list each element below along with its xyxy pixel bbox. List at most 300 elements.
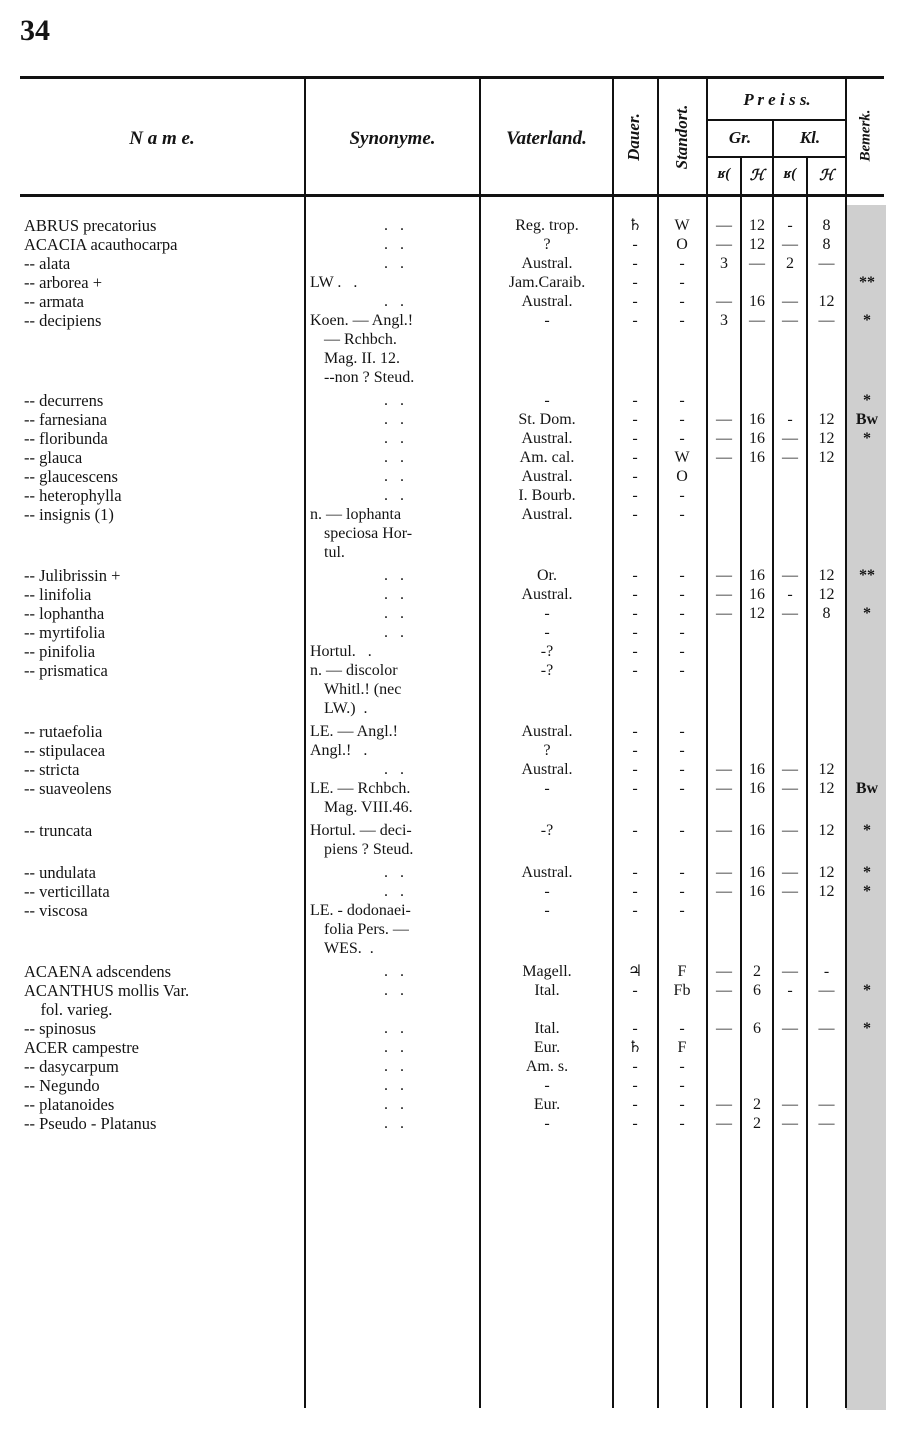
cell-dauer: - [632, 411, 638, 428]
cell-syn: . . [384, 392, 404, 409]
header-name: N a m e. [129, 128, 195, 149]
col-line-stand [706, 78, 708, 1408]
cell-stand: O [676, 468, 688, 485]
cell-vat: - [544, 1077, 550, 1094]
cell-vat: -? [540, 822, 554, 839]
cell-vat: - [544, 605, 550, 622]
cell-kl1: - [787, 982, 793, 999]
cell-gr1: 3 [720, 312, 728, 329]
cell-stand: - [679, 1020, 685, 1037]
cell-gr2: 16 [749, 293, 765, 310]
cell-syn: . . [384, 605, 404, 622]
cell-syn: LE. - dodonaei- [310, 902, 411, 919]
cell-vat: - [544, 392, 550, 409]
cell-stand: - [679, 1115, 685, 1132]
cell-rem: * [863, 982, 871, 999]
cell-syn: . . [384, 1115, 404, 1132]
cell-rem: Bw [855, 411, 879, 428]
cell-name: -- linifolia [24, 585, 92, 604]
cell-kl2: 12 [818, 883, 835, 900]
cell-kl2: 12 [818, 430, 835, 447]
cell-gr2: — [749, 255, 765, 272]
cell-name: -- decurrens [24, 391, 104, 410]
cell-syn: . . [384, 1020, 404, 1037]
cell-name: -- spinosus [24, 1019, 96, 1038]
cell-stand: - [679, 274, 685, 291]
cell-gr2: 16 [749, 883, 765, 900]
cell-gr1: — [716, 293, 732, 310]
cell-kl2: 12 [818, 449, 835, 466]
cell-stand: - [679, 723, 685, 740]
cell-dauer: - [632, 449, 638, 466]
cell-vat: Eur. [533, 1039, 561, 1056]
cell-syn: speciosa Hor- [324, 525, 413, 542]
cell-stand: - [679, 780, 685, 797]
cell-kl1: — [782, 449, 798, 466]
cell-kl1: — [782, 1115, 798, 1132]
cell-dauer: - [632, 1115, 638, 1132]
cell-stand: - [679, 1096, 685, 1113]
cell-gr1: — [716, 761, 732, 778]
cell-dauer: - [632, 312, 638, 329]
cell-kl2: 12 [818, 864, 835, 881]
cell-kl1: — [782, 883, 798, 900]
cell-kl2: 12 [818, 567, 835, 584]
page-number: 34 [20, 14, 50, 47]
cell-gr2: 6 [753, 1020, 761, 1037]
header-gr: Gr. [728, 128, 752, 147]
cell-vat: ? [543, 236, 551, 253]
cell-kl2: 12 [818, 586, 835, 603]
cell-kl1: — [782, 761, 798, 778]
header-gr-sub1: ʁ( [717, 166, 731, 182]
cell-gr1: — [716, 1115, 732, 1132]
cell-rem: Bw [855, 780, 879, 797]
cell-kl2: 12 [818, 822, 835, 839]
cell-gr1: — [716, 605, 732, 622]
cell-stand: - [679, 902, 685, 919]
cell-vat: Austral. [521, 255, 573, 272]
cell-vat: Austral. [521, 468, 573, 485]
cell-stand: - [679, 1058, 685, 1075]
cell-kl2: — [818, 1115, 835, 1132]
cell-vat: St. Dom. [518, 411, 576, 428]
cell-gr1: — [716, 1020, 732, 1037]
cell-gr2: — [749, 312, 765, 329]
header-standort: Standort. [672, 104, 691, 170]
cell-kl2: — [818, 1020, 835, 1037]
cell-kl1: — [782, 1020, 798, 1037]
cell-gr1: — [716, 780, 732, 797]
cell-kl1: — [782, 1096, 798, 1113]
cell-stand: - [679, 487, 685, 504]
cell-name: -- Julibrissin + [24, 566, 121, 585]
cell-dauer: ♄ [627, 1039, 643, 1056]
cell-syn: Hortul. . [310, 643, 372, 660]
cell-kl1: — [782, 822, 798, 839]
cell-stand: Fb [673, 982, 691, 999]
cell-vat: Jam.Caraib. [508, 274, 586, 291]
cell-vat: Am. cal. [519, 449, 575, 466]
cell-dauer: - [632, 293, 638, 310]
cell-syn: LE. — Rchbch. [310, 780, 411, 797]
cell-dauer: - [632, 1058, 638, 1075]
header-kl-sub2: ℋ [819, 168, 834, 184]
cell-syn: . . [384, 468, 404, 485]
cell-rem: * [863, 430, 871, 447]
cell-dauer: - [632, 1020, 638, 1037]
cell-syn: . . [384, 567, 404, 584]
cell-dauer: - [632, 1077, 638, 1094]
cell-syn: . . [384, 411, 404, 428]
cell-vat: Austral. [521, 586, 573, 603]
cell-syn: Whitl.! (nec [324, 681, 402, 698]
cell-kl2: 8 [822, 236, 831, 253]
top-rule [20, 76, 884, 79]
cell-syn: . . [384, 236, 404, 253]
cell-rem: * [863, 605, 871, 622]
cell-gr1: — [716, 822, 732, 839]
cell-rem: * [863, 883, 871, 900]
cell-rem: ** [859, 567, 875, 584]
header-preiss: P r e i s s. [743, 90, 811, 109]
cell-name: -- dasycarpum [24, 1057, 119, 1076]
cell-vat: Ital. [534, 1020, 560, 1037]
cell-stand: F [677, 1039, 687, 1056]
cell-vat: Austral. [521, 506, 573, 523]
cell-dauer: - [632, 1096, 638, 1113]
cell-gr2: 16 [749, 449, 765, 466]
cell-name: -- Negundo [24, 1076, 100, 1095]
cell-syn: . . [384, 255, 404, 272]
cell-dauer: - [632, 902, 638, 919]
cell-rem: ** [859, 274, 875, 291]
cell-gr2: 16 [749, 430, 765, 447]
cell-name: -- floribunda [24, 429, 108, 448]
cell-vat: ? [543, 742, 551, 759]
cell-name: ACACIA acauthocarpa [24, 235, 178, 254]
cell-gr2: 12 [749, 605, 765, 622]
cell-stand: - [679, 883, 685, 900]
cell-dauer: - [632, 255, 638, 272]
cell-kl1: - [787, 217, 793, 234]
cell-gr2: 16 [749, 780, 765, 797]
cell-stand: W [674, 449, 690, 466]
cell-syn: . . [384, 430, 404, 447]
cell-syn: . . [384, 624, 404, 641]
cell-dauer: - [632, 624, 638, 641]
header-kl-sub1: ʁ( [783, 166, 797, 182]
cell-vat: Austral. [521, 293, 573, 310]
cell-gr2: 12 [749, 236, 765, 253]
cell-vat: Austral. [521, 864, 573, 881]
cell-stand: - [679, 392, 685, 409]
cell-kl1: — [782, 864, 798, 881]
cell-vat: Eur. [533, 1096, 561, 1113]
cell-gr1: — [716, 1096, 732, 1113]
cell-name: -- myrtifolia [24, 623, 106, 642]
cell-vat: Magell. [522, 963, 572, 980]
cell-vat: - [544, 902, 550, 919]
header-dauer: Dauer. [624, 113, 643, 161]
cell-gr2: 16 [749, 761, 765, 778]
cell-syn: . . [384, 449, 404, 466]
cell-gr1: — [716, 963, 732, 980]
cell-stand: O [676, 236, 688, 253]
cell-gr1: — [716, 430, 732, 447]
cell-name: ACER campestre [24, 1038, 140, 1057]
cell-dauer: - [632, 723, 638, 740]
cell-kl2: - [823, 963, 830, 980]
cell-name: -- glauca [24, 448, 83, 467]
cell-stand: - [679, 624, 685, 641]
cell-dauer: ♃ [627, 963, 643, 980]
cell-name: -- armata [24, 292, 84, 311]
cell-gr1: — [716, 864, 732, 881]
cell-dauer: - [632, 761, 638, 778]
cell-kl1: — [782, 293, 798, 310]
cell-vat: Or. [537, 567, 557, 584]
cell-syn: piens ? Steud. [324, 841, 414, 858]
cell-kl2: 12 [818, 780, 835, 797]
cell-syn: Mag. VIII.46. [324, 799, 413, 816]
cell-name: -- prismatica [24, 661, 108, 680]
cell-dauer: - [632, 430, 638, 447]
cell-syn: Hortul. — deci- [310, 822, 412, 839]
cell-kl1: — [782, 963, 798, 980]
cell-kl1: — [782, 605, 798, 622]
cell-name: -- pinifolia [24, 642, 96, 661]
cell-syn: . . [384, 761, 404, 778]
header-vaterland: Vaterland. [506, 128, 587, 149]
header-bemerk: Bemerk. [857, 109, 874, 162]
cell-gr1: — [716, 411, 732, 428]
cell-rem: * [863, 1020, 871, 1037]
cell-dauer: - [632, 883, 638, 900]
cell-name: -- heterophylla [24, 486, 122, 505]
cell-dauer: - [632, 586, 638, 603]
cell-kl2: 8 [822, 217, 831, 234]
cell-syn: folia Pers. — [324, 921, 409, 938]
cell-gr2: 16 [749, 567, 765, 584]
cell-syn: Angl.! . [310, 742, 368, 759]
cell-gr1: — [716, 449, 732, 466]
cell-dauer: - [632, 780, 638, 797]
cell-dauer: - [632, 822, 638, 839]
cell-stand: F [677, 963, 687, 980]
cell-stand: - [679, 761, 685, 778]
cell-kl2: 12 [818, 411, 835, 428]
col-line-kl-end [845, 78, 847, 1408]
cell-dauer: - [632, 487, 638, 504]
cell-syn: Koen. — Angl.! [310, 312, 414, 329]
cell-gr2: 16 [749, 411, 765, 428]
cell-vat: - [544, 312, 550, 329]
cell-stand: - [679, 1077, 685, 1094]
cell-dauer: - [632, 567, 638, 584]
cell-gr1: 3 [720, 255, 728, 272]
cell-kl1: — [782, 236, 798, 253]
cell-gr2: 6 [753, 982, 761, 999]
cell-vat: Austral. [521, 761, 573, 778]
cell-gr2: 12 [749, 217, 765, 234]
cell-vat: -? [540, 643, 554, 660]
cell-gr2: 2 [753, 1096, 761, 1113]
cell-stand: - [679, 255, 685, 272]
cell-syn: LE. — Angl.! [310, 723, 398, 740]
header-synonyme: Synonyme. [349, 128, 436, 149]
cell-name: -- undulata [24, 863, 96, 882]
cell-kl1: — [782, 312, 798, 329]
cell-kl2: — [818, 1096, 835, 1113]
cell-stand: - [679, 643, 685, 660]
cell-gr2: 2 [753, 963, 761, 980]
cell-name: -- decipiens [24, 311, 102, 330]
cell-vat: Reg. trop. [515, 217, 579, 234]
cell-syn: WES. . [324, 940, 374, 957]
cell-name: -- suaveolens [24, 779, 112, 798]
cell-kl2: 12 [818, 293, 835, 310]
cell-syn: — Rchbch. [324, 331, 397, 348]
bemerk-shade [846, 205, 886, 1410]
cell-dauer: - [632, 605, 638, 622]
cell-vat: Austral. [521, 430, 573, 447]
cell-vat: - [544, 624, 550, 641]
header-bottom-rule [20, 194, 884, 197]
cell-gr1: — [716, 567, 732, 584]
cell-stand: - [679, 411, 685, 428]
cell-syn: . . [384, 1058, 404, 1075]
cell-stand: - [679, 822, 685, 839]
cell-gr1: — [716, 217, 732, 234]
cell-stand: - [679, 506, 685, 523]
cell-gr2: 16 [749, 586, 765, 603]
cell-syn: . . [384, 864, 404, 881]
cell-kl1: 2 [786, 255, 794, 272]
cell-vat: - [544, 1115, 550, 1132]
cell-dauer: ♄ [627, 217, 643, 234]
cell-stand: - [679, 430, 685, 447]
cell-kl2: — [818, 312, 835, 329]
cell-syn: . . [384, 217, 404, 234]
cell-syn: . . [384, 883, 404, 900]
cell-gr1: — [716, 586, 732, 603]
cell-syn: Mag. II. 12. [324, 350, 400, 367]
cell-kl1: — [782, 430, 798, 447]
cell-kl2: — [818, 982, 835, 999]
cell-vat: Am. s. [525, 1058, 569, 1075]
cell-name: -- truncata [24, 821, 93, 840]
cell-dauer: - [632, 468, 638, 485]
cell-rem: * [863, 312, 871, 329]
cell-gr2: 2 [753, 1115, 761, 1132]
cell-name: -- insignis (1) [24, 505, 114, 524]
cell-kl1: - [787, 411, 793, 428]
cell-name: -- platanoides [24, 1095, 115, 1114]
cell-name: -- arborea + [24, 273, 103, 292]
cell-stand: - [679, 312, 685, 329]
col-line-syn [479, 78, 481, 1408]
cell-name: ABRUS precatorius [24, 216, 157, 235]
cell-rem: * [863, 822, 871, 839]
gr-kl-rule [708, 156, 846, 158]
cell-dauer: - [632, 982, 638, 999]
cell-name: -- glaucescens [24, 467, 118, 486]
cell-name: -- Pseudo - Platanus [24, 1114, 157, 1133]
cell-vat: -? [540, 662, 554, 679]
cell-vat: - [544, 780, 550, 797]
cell-name: -- stricta [24, 760, 80, 779]
header-gr-sub2: ℋ [749, 168, 765, 184]
cell-stand: - [679, 742, 685, 759]
cell-syn: --non ? Steud. [324, 369, 415, 386]
cell-name: -- viscosa [24, 901, 88, 920]
cell-kl2: 8 [822, 605, 831, 622]
col-line-name [304, 78, 306, 1408]
cell-vat: - [544, 883, 550, 900]
cell-dauer: - [632, 236, 638, 253]
cell-name: ACAENA adscendens [24, 962, 172, 981]
cell-syn: tul. [324, 544, 345, 561]
cell-dauer: - [632, 506, 638, 523]
cell-name: -- rutaefolia [24, 722, 103, 741]
cell-name: -- farnesiana [24, 410, 107, 429]
cell-name: -- alata [24, 254, 71, 273]
cell-vat: Austral. [521, 723, 573, 740]
cell-syn: LW . . [310, 274, 358, 291]
cell-stand: - [679, 662, 685, 679]
cell-kl2: — [818, 255, 835, 272]
header-kl: Kl. [799, 128, 821, 147]
cell-syn: . . [384, 1096, 404, 1113]
cell-syn: . . [384, 1077, 404, 1094]
cell-stand: - [679, 567, 685, 584]
cell-name: fol. varieg. [24, 1000, 113, 1019]
cell-stand: - [679, 586, 685, 603]
cell-name: -- verticillata [24, 882, 110, 901]
cell-name: -- lophantha [24, 604, 105, 623]
preiss-rule [708, 119, 846, 121]
cell-dauer: - [632, 274, 638, 291]
cell-syn: . . [384, 982, 404, 999]
cell-gr2: 16 [749, 864, 765, 881]
cell-syn: . . [384, 586, 404, 603]
cell-stand: - [679, 293, 685, 310]
cell-syn: LW.) . [324, 700, 368, 717]
cell-kl1: — [782, 780, 798, 797]
cell-kl1: — [782, 567, 798, 584]
cell-stand: - [679, 864, 685, 881]
cell-dauer: - [632, 643, 638, 660]
cell-syn: n. — discolor [310, 662, 398, 679]
cell-kl1: - [787, 586, 793, 603]
cell-syn: . . [384, 963, 404, 980]
cell-dauer: - [632, 742, 638, 759]
cell-name: -- stipulacea [24, 741, 106, 760]
cell-dauer: - [632, 392, 638, 409]
cell-name: ACANTHUS mollis Var. [24, 981, 190, 1000]
cell-syn: n. — lophanta [310, 506, 402, 523]
cell-kl2: 12 [818, 761, 835, 778]
cell-stand: W [674, 217, 690, 234]
cell-syn: . . [384, 1039, 404, 1056]
cell-syn: . . [384, 487, 404, 504]
cell-dauer: - [632, 864, 638, 881]
cell-vat: Ital. [534, 982, 560, 999]
cell-vat: I. Bourb. [518, 487, 576, 504]
cell-stand: - [679, 605, 685, 622]
cell-gr1: — [716, 883, 732, 900]
